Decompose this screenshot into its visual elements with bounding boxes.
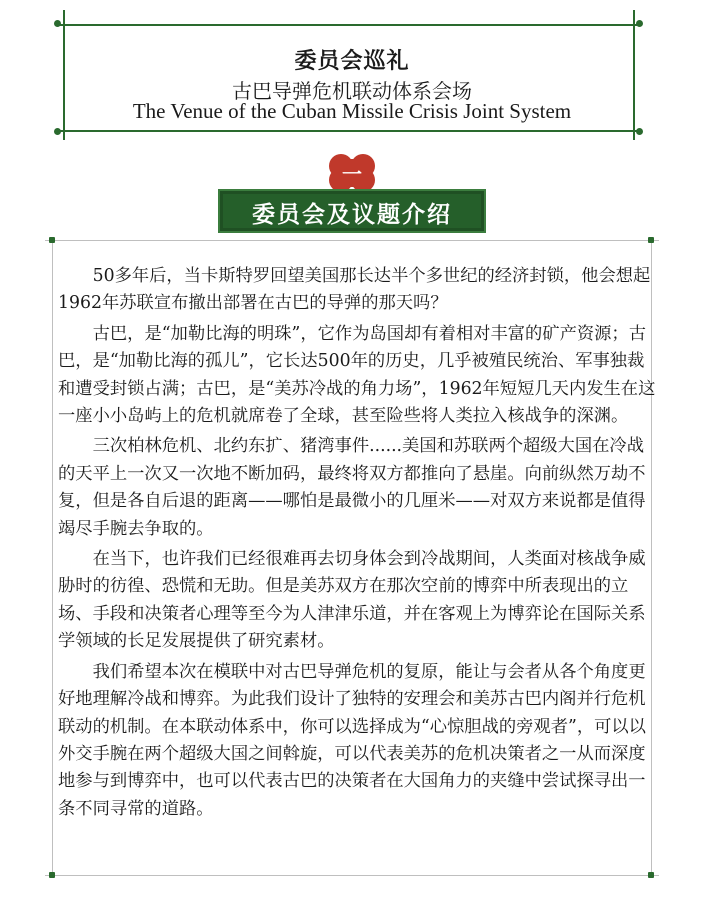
frame-corner: [648, 237, 654, 243]
frame-dot: [636, 20, 643, 27]
frame-corner: [648, 872, 654, 878]
frame-dot: [54, 128, 61, 135]
body-frame-bottom: [45, 875, 659, 876]
paragraph: 50多年后，当卡斯特罗回望美国那长达半个多世纪的经济封锁，他会想起1962年苏联宣布撤出部署在古巴的导弹的那天吗？: [58, 266, 651, 314]
frame-corner: [49, 872, 55, 878]
paragraph: 我们希望本次在模联中对古巴导弹危机的复原，能让与会者从各个角度更好地理解冷战和博弈。为此我们设计了独特的安理会和美苏古巴内阁并行危机联动的机制。在本联动体系中，你可以选择成为“心惊胆战的旁观者”，可以以外交手腕在两个超级大国之间斡旋，可以代表美苏的危机决策者之一从而深度地参与到博弈中，也可以代表古巴的决策者在大国角力的夹缝中尝试探寻出一条不同寻常的道路。: [58, 661, 646, 819]
page-subtitle-en: The Venue of the Cuban Missile Crisis Joint System: [132, 99, 572, 123]
article-body: [58, 263, 658, 826]
paragraph: 三次柏林危机、北约东扩、猪湾事件......美国和苏联两个超级大国在冷战的天平上一次又一次地不断加码，最终将双方都推向了悬崖。向前纵然万劫不复，但是各自后退的距离——哪怕是最微小的几厘米——对双方来说都是值得竭尽手腕去争取的。: [58, 436, 646, 539]
body-frame-top: [45, 240, 659, 241]
page-title: 委员会巡礼: [294, 49, 410, 74]
frame-corner: [49, 237, 55, 243]
frame-dot: [636, 128, 643, 135]
paragraph: 在当下，也许我们已经很难再去切身体会到冷战期间，人类面对核战争威胁时的彷徨、恐慌和无助。但是美苏双方在那次空前的博弈中所表现出的立场、手段和决策者心理等至今为人津津乐道，并在客观上为博弈论在国际关系学领域的长足发展提供了研究素材。: [58, 549, 646, 652]
paragraph: 古巴，是“加勒比海的明珠”，它作为岛国却有着相对丰富的矿产资源；古巴，是“加勒比海的孤儿”，它长达500年的历史，几乎被殖民统治、军事独裁和遭受封锁占满；古巴，是“美苏冷战的角力场”，1962年短短几天内发生在这一座小小岛屿上的危机就席卷了全球，甚至险些将人类拉入核战争的深渊。: [58, 323, 656, 427]
frame-dot: [54, 20, 61, 27]
section-number: 一: [342, 162, 362, 186]
section-heading: 委员会及议题介绍: [252, 202, 452, 228]
page-subtitle-cn: 古巴导弹危机联动体系会场: [232, 79, 472, 103]
body-frame-left: [52, 240, 53, 876]
